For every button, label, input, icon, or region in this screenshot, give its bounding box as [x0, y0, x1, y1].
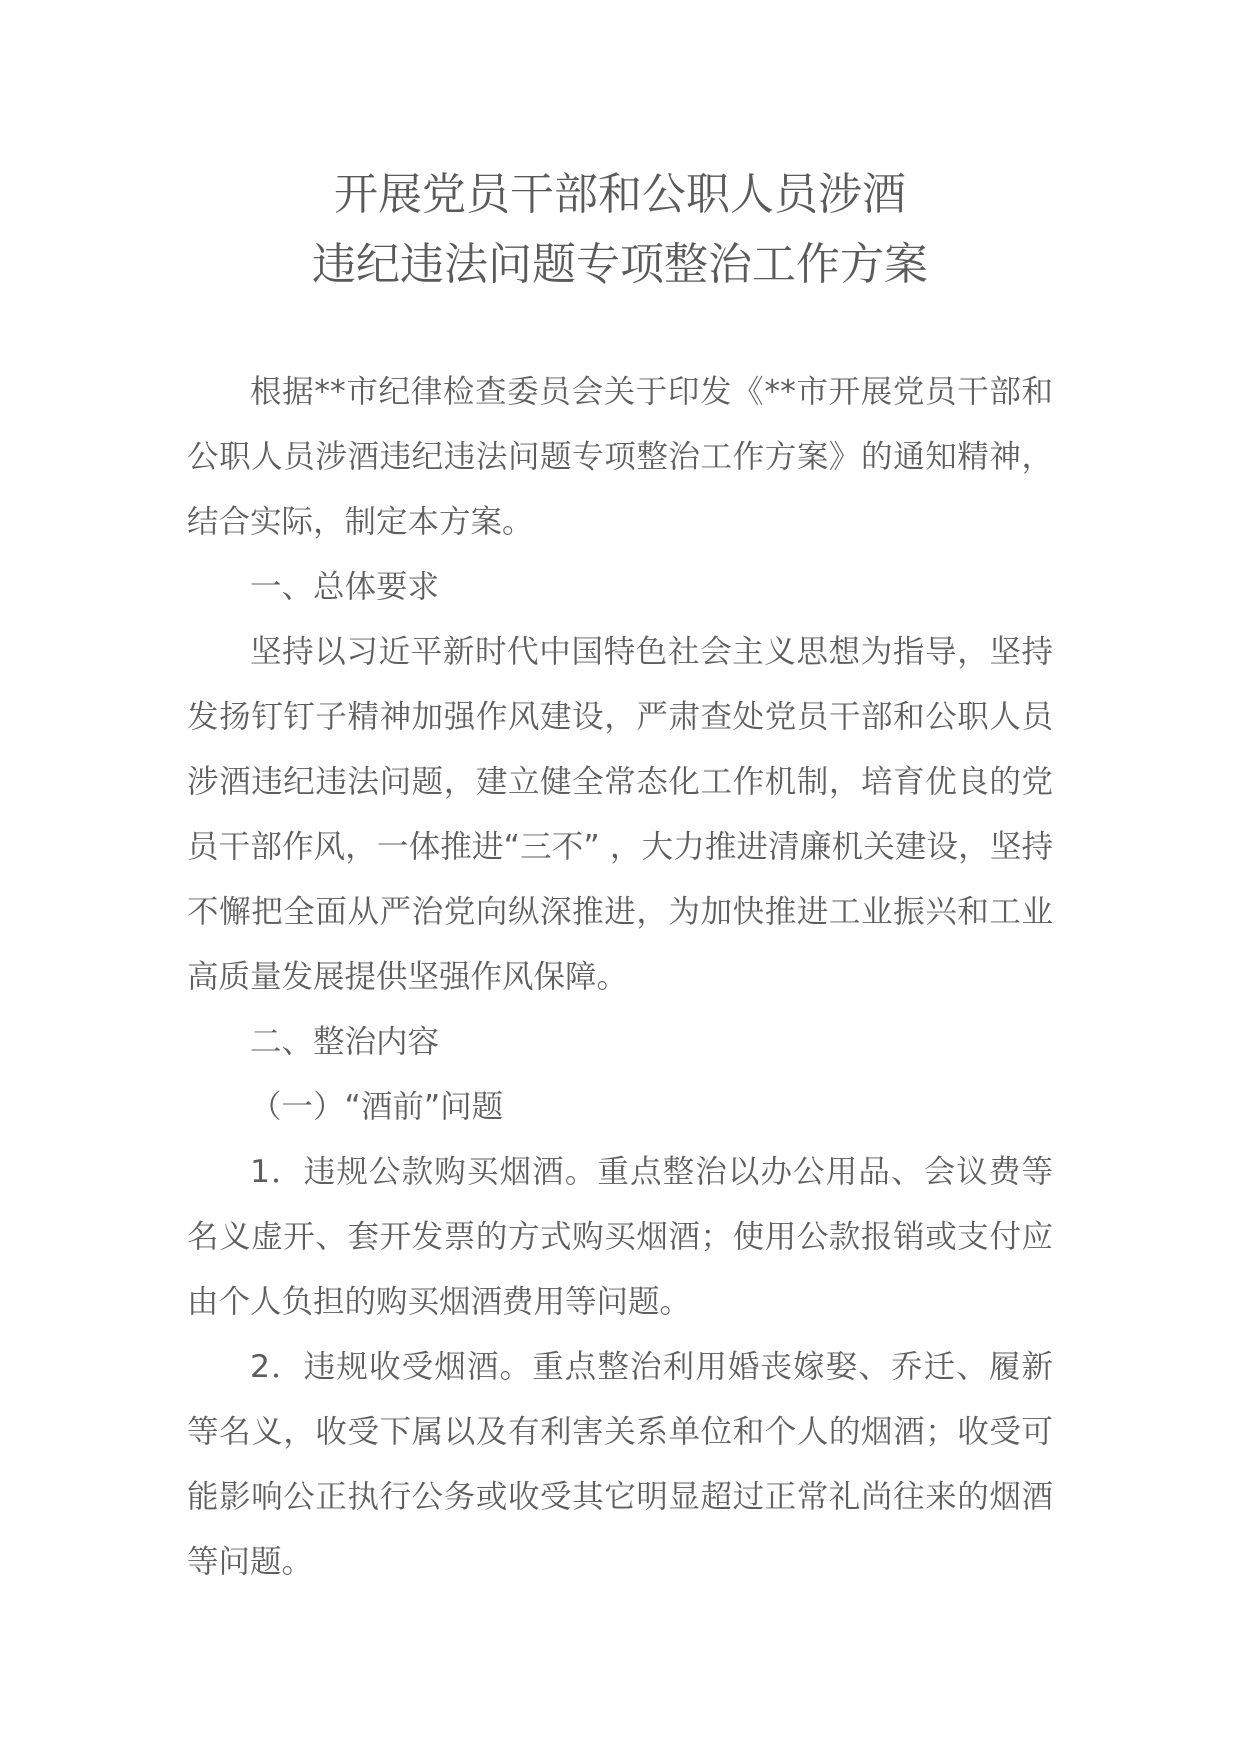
- item-2-paragraph: 2．违规收受烟酒。重点整治利用婚丧嫁娶、乔迁、履新等名义，收受下属以及有利害关系单位和个人的烟酒；收受可能影响公正执行公务或收受其它明显超过正常礼尚往来的烟酒等问题。: [187, 1349, 1053, 1580]
- general-requirements-paragraph: 坚持以习近平新时代中国特色社会主义思想为指导，坚持发扬钉钉子精神加强作风建设，严肃查处党员干部和公职人员涉酒违纪违法问题，建立健全常态化工作机制，培育优良的党员干部作风，一体推进“三不” ，大力推进清廉机关建设，坚持不懈把全面从严治党向纵深推进，为加快推进工业振兴和工业高质量发展提供坚强作风保障。: [187, 634, 1053, 995]
- document-title: [0, 160, 1240, 300]
- title-line-2: 违纪违法问题专项整治工作方案: [312, 239, 928, 290]
- subsection-heading-before-drinking: （一）“酒前”问题: [250, 1089, 504, 1125]
- section-heading-general-requirements: 一、总体要求: [250, 569, 440, 605]
- title-line-1: 开展党员干部和公职人员涉酒: [334, 169, 906, 220]
- item-1-paragraph: 1．违规公款购买烟酒。重点整治以办公用品、会议费等名义虚开、套开发票的方式购买烟酒；使用公款报销或支付应由个人负担的购买烟酒费用等问题。: [187, 1154, 1053, 1320]
- document-body: [187, 360, 1053, 1595]
- intro-paragraph: 根据**市纪律检查委员会关于印发《**市开展党员干部和公职人员涉酒违纪违法问题专项整治工作方案》的通知精神，结合实际，制定本方案。: [187, 374, 1053, 540]
- section-heading-rectification-content: 二、整治内容: [250, 1024, 440, 1060]
